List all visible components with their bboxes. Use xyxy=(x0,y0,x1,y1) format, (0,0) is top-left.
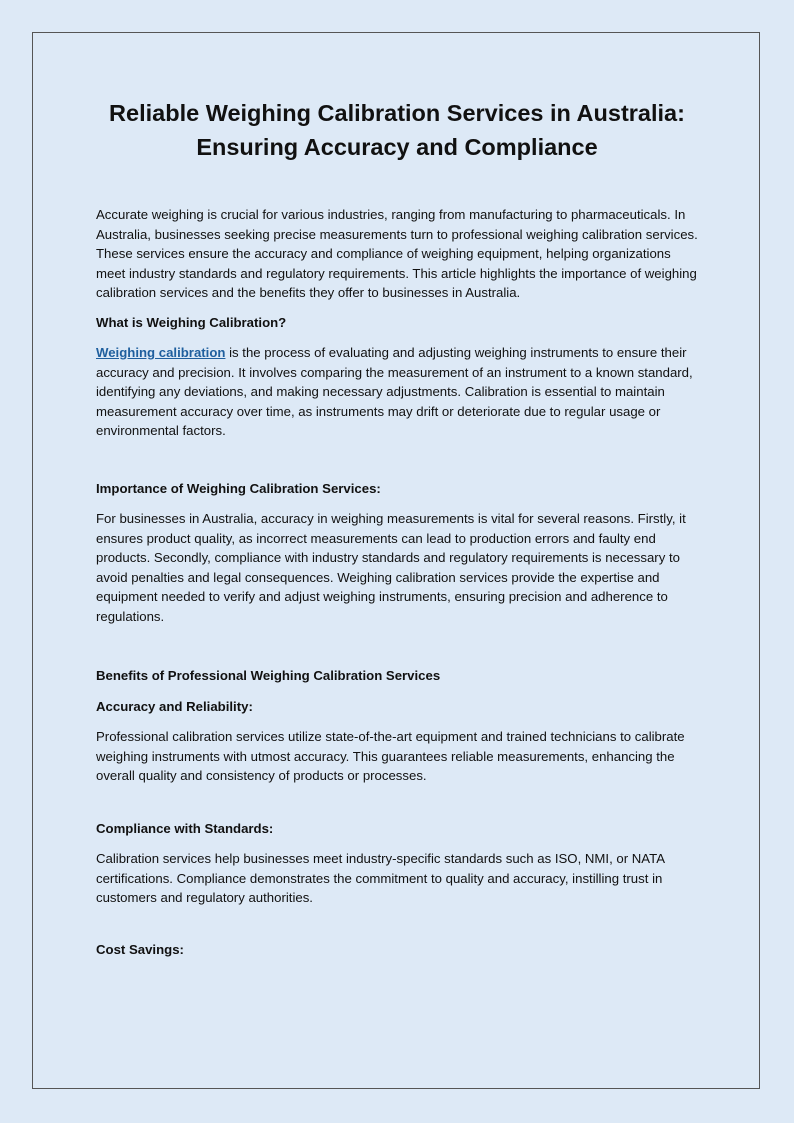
section-heading-benefits: Benefits of Professional Weighing Calibration Services xyxy=(96,668,441,683)
weighing-calibration-link[interactable]: Weighing calibration xyxy=(96,345,226,360)
section-body-importance: For businesses in Australia, accuracy in weighing measurements is vital for several reasons. Firstly, it ensures product quality, as incorrect measurements can lead to production errors and faulty end products. Secondly, compliance with industry standards and regulatory requirements is necessary to avoid penalties and legal consequences. Weighing calibration services provide the expertise and equipment needed to verify and adjust weighing instruments, ensuring precision and adherence to regulations. xyxy=(96,511,686,624)
section-heading-compliance: Compliance with Standards: xyxy=(96,820,274,836)
section-body-compliance: Calibration services help businesses meet industry-specific standards such as ISO, NMI, or NATA certifications. Compliance demonstrates the commitment to quality and accuracy, instilling trust in customers and regulatory authorities. xyxy=(96,851,665,905)
section-heading-cost-savings: Cost Savings: xyxy=(96,941,184,957)
section-body-accuracy: Professional calibration services utilize state-of-the-art equipment and trained technicians to calibrate weighing instruments with utmost accuracy. This guarantees reliable measurements, enhancing the overall quality and consistency of products or processes. xyxy=(96,729,685,783)
section-heading-accuracy: Accuracy and Reliability: xyxy=(96,698,253,714)
document-content xyxy=(96,96,698,959)
intro-paragraph: Accurate weighing is crucial for various industries, ranging from manufacturing to pharmaceuticals. In Australia, businesses seeking precise measurements turn to professional weighing calibration services. These services ensure the accuracy and compliance of weighing equipment, helping organizations meet industry standards and regulatory requirements. This article highlights the importance of weighing calibration services and the benefits they offer to businesses in Australia. xyxy=(96,207,698,300)
section-heading-what-is: What is Weighing Calibration? xyxy=(96,314,287,330)
section-body-what-is-text: is the process of evaluating and adjusting weighing instruments to ensure their accuracy and precision. It involves comparing the measurement of an instrument to a known standard, identifying any deviations, and making necessary adjustments. Calibration is essential to maintain measurement accuracy over time, as instruments may drift or deteriorate due to regular usage or environmental factors. xyxy=(96,345,693,438)
section-body-what-is xyxy=(96,343,698,441)
title-line-2: Ensuring Accuracy and Compliance xyxy=(196,134,598,160)
section-heading-importance: Importance of Weighing Calibration Services: xyxy=(96,480,381,496)
page-title xyxy=(96,96,698,164)
title-line-1: Reliable Weighing Calibration Services in Australia: xyxy=(109,100,685,126)
